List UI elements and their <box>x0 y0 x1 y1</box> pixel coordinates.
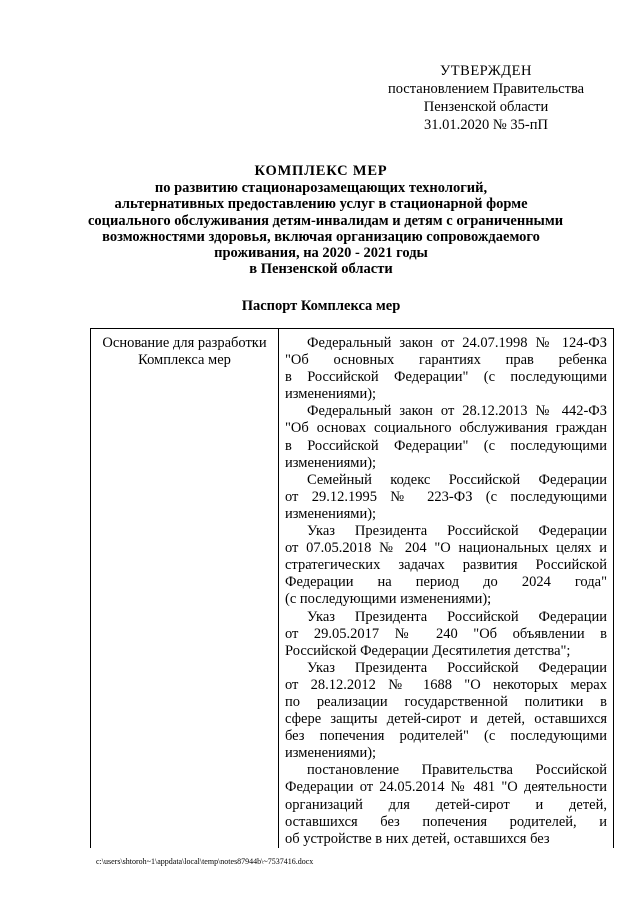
file-path-footer: c:\users\shtoroh~1\appdata\local\temp\notes87944b\~7537416.docx <box>96 857 314 866</box>
legal-basis-paragraph <box>285 609 607 660</box>
legal-basis-line: Федеральный закон от 24.07.1998 № 124-ФЗ <box>307 335 607 351</box>
legal-basis-line: изменениями); <box>285 745 377 762</box>
legal-basis-paragraph <box>285 335 607 403</box>
table-label-cell <box>91 329 279 848</box>
legal-basis-paragraph <box>285 403 607 471</box>
legal-basis-paragraph <box>285 523 607 608</box>
legal-basis-paragraph <box>285 472 607 523</box>
legal-basis-line: (с последующими изменениями); <box>285 591 492 608</box>
legal-basis-line: стратегических задачах развития Российской <box>285 557 607 574</box>
document-title <box>88 163 564 278</box>
legal-basis-paragraph <box>285 660 607 763</box>
table-label-line: Основание для разработки <box>102 335 267 351</box>
legal-basis-line: сфере защиты детей-сирот и детей, оставшихся <box>285 711 607 728</box>
document-title-main: КОМПЛЕКС МЕР <box>254 163 388 179</box>
legal-basis-paragraph <box>285 762 607 847</box>
legal-basis-line: об устройстве в них детей, оставшихся без <box>285 830 550 847</box>
legal-basis-line: организаций для детей-сирот и детей, <box>285 796 607 813</box>
legal-basis-line: от 07.05.2018 № 204 "О национальных целях и <box>285 540 607 557</box>
legal-basis-line: оставшихся без попечения родителей, и <box>285 813 607 830</box>
document-title-line: возможностями здоровья, включая организацию сопровождаемого <box>102 228 540 245</box>
legal-basis-line: Указ Президента Российской Федерации <box>307 523 607 540</box>
legal-basis-line: Указ Президента Российской Федерации <box>307 608 607 625</box>
legal-basis-line: "Об основных гарантиях прав ребенка <box>285 352 607 369</box>
document-title-line: альтернативных предоставлению услуг в стационарной форме <box>114 196 528 213</box>
passport-table <box>90 328 614 848</box>
document-title-line: по развитию стационарозамещающих технологий, <box>154 180 488 197</box>
table-content-cell <box>279 329 613 848</box>
approval-line-3: 31.01.2020 № 35-пП <box>424 117 548 133</box>
legal-basis-line: от 29.12.1995 № 223-ФЗ (с последующими <box>285 488 607 505</box>
legal-basis-line: Федерации на период до 2024 года" <box>285 574 607 591</box>
document-title-line: проживания, на 2020 - 2021 годы <box>214 245 428 262</box>
legal-basis-line: в Российской Федерации" (с последующими <box>285 369 607 386</box>
legal-basis-line: "Об основах социального обслуживания граждан <box>285 420 607 437</box>
passport-heading: Паспорт Комплекса мер <box>241 298 401 314</box>
legal-basis-line: от 28.12.2012 № 1688 "О некоторых мерах <box>285 676 607 693</box>
legal-basis-line: изменениями); <box>285 454 377 471</box>
legal-basis-line: без попечения родителей" (с последующими <box>285 728 607 745</box>
legal-basis-line: по реализации государственной политики в <box>285 693 607 710</box>
approval-line-1: постановлением Правительства <box>387 81 585 97</box>
legal-basis-line: изменениями); <box>285 386 377 403</box>
legal-basis-line: в Российской Федерации" (с последующими <box>285 437 607 454</box>
legal-basis-line: изменениями); <box>285 505 377 522</box>
legal-basis-line: Федерации от 24.05.2014 № 481 "О деятельности <box>285 779 607 796</box>
document-title-line: в Пензенской области <box>249 261 393 278</box>
legal-basis-line: от 29.05.2017 № 240 "Об объявлении в <box>285 625 607 642</box>
approval-title: УТВЕРЖДЕН <box>440 63 532 79</box>
legal-basis-line: Семейный кодекс Российской Федерации <box>307 471 607 488</box>
table-label-line: Комплекса мер <box>138 352 231 368</box>
approval-line-2: Пензенской области <box>423 99 549 115</box>
legal-basis-line: Указ Президента Российской Федерации <box>307 659 607 676</box>
document-title-line: социального обслуживания детям-инвалидам и детям с ограниченными <box>88 212 564 229</box>
approval-stamp <box>378 62 594 134</box>
legal-basis-line: Российской Федерации Десятилетия детства"; <box>285 642 571 659</box>
legal-basis-line: Федеральный закон от 28.12.2013 № 442-ФЗ <box>307 403 607 420</box>
legal-basis-line: постановление Правительства Российской <box>307 762 607 779</box>
